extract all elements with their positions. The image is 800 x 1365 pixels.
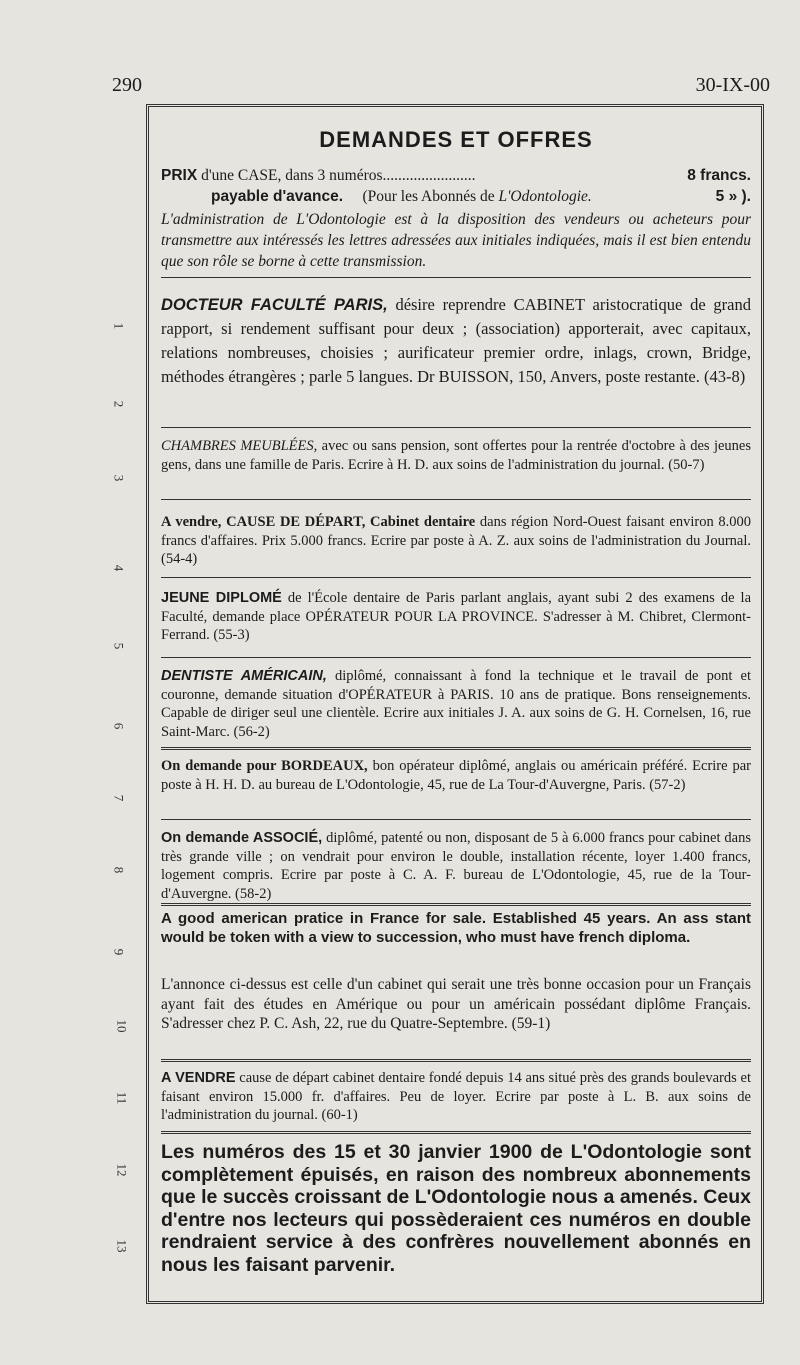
price-line: PRIX d'une CASE, dans 3 numéros........................ 8 francs. [161,167,751,184]
margin-number: 9 [111,948,127,956]
classifieds-frame [146,104,764,1304]
page-title: DEMANDES ET OFFRES [319,127,593,152]
margin-number: 4 [111,564,127,572]
margin-number: 11 [114,1091,130,1105]
margin-number: 10 [114,1019,130,1033]
intro-note: L'administration de L'Odontologie est à la disposition des vendeurs ou acheteurs pour transmettre aux intéressés les lettres adressées aux initiales indiquées, mais il est bien entendu que son rôle se borne à cette transmission. [161,211,751,270]
margin-number: 5 [111,642,127,650]
margin-number: 8 [111,866,127,874]
back-issues-notice: Les numéros des 15 et 30 janvier 1900 de L'Odontologie sont complètement épuisés, en raison des nombreux abonnements que le succès croissant de L'Odontologie nous a amenés. Ceux d'entre nos lecteurs qui possèderaient ces numéros en double rendraient service à des confrères nouvellement abonnés en nous les faisant parvenir. [161,1141,751,1276]
margin-number: 3 [111,474,127,482]
margin-number: 7 [111,794,127,802]
margin-number: 6 [111,722,127,730]
classified-ad: A vendre, CAUSE DE DÉPART, Cabinet dentaire dans région Nord-Ouest faisant environ 8.000 francs d'affaires. Prix 5.000 francs. Ecrire par poste à A. Z. aux soins de l'administration du Journal. (54-4) [161,514,752,567]
divider [161,819,751,820]
classified-ad: DENTISTE AMÉRICAIN, diplômé, connaissant à fond la technique et le travail de pont et couronne, demande situation d'OPÉRATEUR à PARIS. 10 ans de pratique. Bons renseignements. Capable de diriger seul une clientèle. Ecrire aux initiales J. A. aux soins de G. H. Cornelsen, 16, rue Saint-Marc. (56-2) [161,668,751,740]
margin-number: 13 [114,1239,130,1253]
divider [161,747,751,750]
divider [161,277,751,278]
page-number: 290 [112,74,142,96]
classified-ad: A good american pratice in France for sale. Established 45 years. An ass stant would be token with a view to succession, who must have french diploma. [161,910,751,946]
divider [161,1059,751,1062]
margin-number: 2 [111,400,127,408]
classified-ad: L'annonce ci-dessus est celle d'un cabinet qui serait une très bonne occasion pour un Français ayant fait des études en Amérique ou pour un américain possédant diplôme Français. S'adresser chez P. C. Ash, 22, rue du Quatre-Septembre. (59-1) [161,976,751,1032]
margin-number: 12 [114,1163,130,1177]
classified-ad: CHAMBRES MEUBLÉES, avec ou sans pension, sont offertes pour la rentrée d'octobre à des jeunes gens, dans une famille de Paris. Ecrire à H. D. aux soins de l'administration du journal. (50-7) [161,438,751,473]
classified-ad: A VENDRE cause de départ cabinet dentaire fondé depuis 14 ans situé près des grands boulevards et faisant environ 15.000 fr. d'affaires. Peu de loyer. Ecrire par poste à L. B. aux soins de l'administration du journal. (60-1) [161,1070,751,1123]
divider [161,657,751,658]
classified-ad: JEUNE DIPLOMÉ de l'École dentaire de Paris parlant anglais, ayant subi 2 des examens de la Faculté, demande place OPÉRATEUR POUR LA PROVINCE. S'adresser à M. Chibret, Clermont-Ferrand. (55-3) [161,590,752,643]
issue-date: 30-IX-00 [695,74,770,96]
classified-ad: DOCTEUR FACULTÉ PARIS, désire reprendre CABINET aristocratique de grand rapport, si rendement suffisant pour deux ; (association) apporterait, avec capitaux, relations nombreuses, choisies ; aurificateur premier ordre, inlags, crown, Bridge, méthodes étrangères ; parle 5 langues. Dr BUISSON, 150, Anvers, poste restante. (43-8) [161,295,751,386]
classified-ad: On demande ASSOCIÉ, diplômé, patenté ou non, disposant de 5 à 6.000 francs pour cabinet dans très grande ville ; on vendrait pour environ le double, installation récente, loyer 1.400 francs, logement compris. Ecrire par poste à C. A. F. bureau de L'Odontologie, 45, rue de la Tour-d'Auvergne. (58-2) [161,830,752,902]
classified-ad: On demande pour BORDEAUX, bon opérateur diplômé, anglais ou américain préféré. Ecrire par poste à H. H. D. au bureau de L'Odontologie, 45, rue de La Tour-d'Auvergne, Paris. (57-2) [161,758,752,793]
divider [161,903,751,906]
divider [161,499,751,500]
price-line-2: payable d'avance. (Pour les Abonnés de L'Odontologie. 5 » ). [211,188,751,205]
divider [161,577,751,578]
margin-number: 1 [111,322,127,330]
divider [161,427,751,428]
divider [161,1131,751,1134]
